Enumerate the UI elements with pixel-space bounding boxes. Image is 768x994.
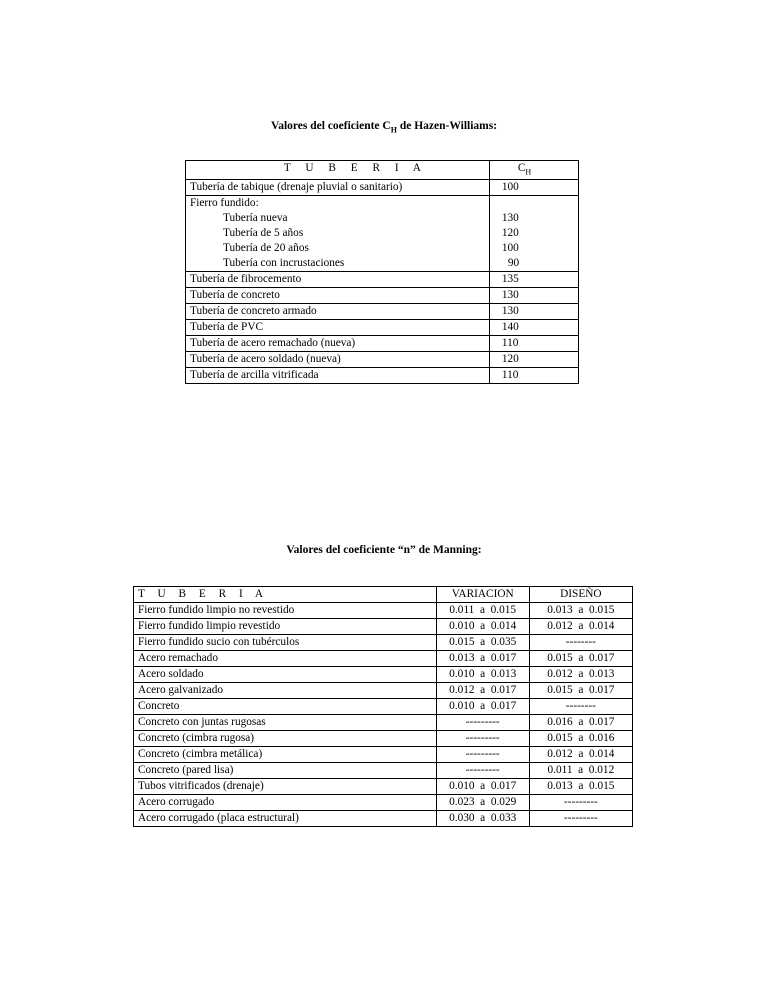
table-row	[134, 667, 633, 683]
table-row	[186, 180, 579, 196]
pipe-name: Acero corrugado	[134, 795, 437, 811]
pipe-name: Tubería de arcilla vitrificada	[186, 368, 490, 384]
diseno-value: --------	[529, 635, 632, 651]
variacion-value: ---------	[436, 731, 529, 747]
diseno-value: --------	[529, 699, 632, 715]
pipe-name: Concreto	[134, 699, 437, 715]
variacion-value: ---------	[436, 763, 529, 779]
variacion-value: ---------	[436, 715, 529, 731]
ch-value: 140	[489, 320, 578, 336]
pipe-name: Concreto (pared lisa)	[134, 763, 437, 779]
ch-value: 130	[501, 212, 519, 225]
pipe-name: Acero corrugado (placa estructural)	[134, 811, 437, 827]
pipe-name: Acero remachado	[134, 651, 437, 667]
diseno-value: 0.012 a 0.014	[529, 619, 632, 635]
pipe-name: Acero galvanizado	[134, 683, 437, 699]
table-row	[134, 715, 633, 731]
pipe-name: Tubería de acero remachado (nueva)	[186, 336, 490, 352]
table-row	[134, 731, 633, 747]
table-row	[134, 779, 633, 795]
diseno-value: 0.015 a 0.017	[529, 651, 632, 667]
table-row	[186, 272, 579, 288]
variacion-value: 0.011 a 0.015	[436, 603, 529, 619]
header-ch-main: C	[517, 162, 526, 174]
table-row	[134, 603, 633, 619]
diseno-value: ---------	[529, 811, 632, 827]
ch-value: 135	[489, 272, 578, 288]
diseno-value: 0.012 a 0.014	[529, 747, 632, 763]
table-row	[134, 619, 633, 635]
table-row	[186, 336, 579, 352]
table-row	[134, 699, 633, 715]
diseno-value: 0.015 a 0.016	[529, 731, 632, 747]
diseno-value: 0.013 a 0.015	[529, 779, 632, 795]
variacion-value: 0.023 a 0.029	[436, 795, 529, 811]
hazen-title-suffix: de Hazen-Williams:	[396, 120, 498, 132]
table-row	[134, 795, 633, 811]
ch-value: 120	[501, 227, 519, 240]
group-label: Fierro fundido:	[190, 197, 259, 210]
pipe-name: Tubería nueva	[223, 212, 288, 225]
pipe-name: Tubería de acero soldado (nueva)	[186, 352, 490, 368]
pipe-name: Fierro fundido sucio con tubérculos	[134, 635, 437, 651]
ch-value: 110	[489, 336, 578, 352]
ch-value: 120	[489, 352, 578, 368]
header-diseno: DISEÑO	[529, 587, 632, 603]
variacion-value: 0.013 a 0.017	[436, 651, 529, 667]
table-row	[186, 368, 579, 384]
hazen-williams-title	[0, 120, 768, 134]
header-tuberia: T U B E R I A	[134, 587, 437, 603]
pipe-name: Tubería de tabique (drenaje pluvial o sanitario)	[186, 180, 490, 196]
table-header-row	[186, 161, 579, 180]
pipe-name: Tubos vitrificados (drenaje)	[134, 779, 437, 795]
table-row	[186, 320, 579, 336]
ch-value: 90	[507, 257, 520, 270]
table-row	[134, 763, 633, 779]
manning-table	[133, 586, 633, 827]
pipe-name: Fierro fundido limpio revestido	[134, 619, 437, 635]
diseno-value: 0.012 a 0.013	[529, 667, 632, 683]
variacion-value: 0.030 a 0.033	[436, 811, 529, 827]
hazen-williams-table	[185, 160, 579, 384]
pipe-name: Concreto (cimbra rugosa)	[134, 731, 437, 747]
pipe-name: Tubería de PVC	[186, 320, 490, 336]
pipe-name: Fierro fundido limpio no revestido	[134, 603, 437, 619]
table-row	[134, 747, 633, 763]
diseno-value: 0.013 a 0.015	[529, 603, 632, 619]
ch-value: 130	[489, 304, 578, 320]
table-row	[186, 352, 579, 368]
pipe-name: Tubería con incrustaciones	[223, 257, 345, 270]
table-header-row	[134, 587, 633, 603]
header-variacion: VARIACION	[436, 587, 529, 603]
table-row	[134, 683, 633, 699]
table-row	[186, 288, 579, 304]
variacion-value: 0.010 a 0.017	[436, 779, 529, 795]
group-row-fierro-fundido	[186, 196, 579, 272]
group-names	[186, 196, 490, 272]
table-row	[134, 811, 633, 827]
manning-title: Valores del coeficiente “n” de Manning:	[286, 544, 482, 556]
pipe-name: Tubería de concreto armado	[186, 304, 490, 320]
ch-value: 110	[489, 368, 578, 384]
ch-value: 100	[489, 180, 578, 196]
variacion-value: 0.015 a 0.035	[436, 635, 529, 651]
pipe-name: Concreto (cimbra metálica)	[134, 747, 437, 763]
table-row	[134, 635, 633, 651]
header-ch-sub: H	[525, 167, 532, 177]
variacion-value: 0.010 a 0.014	[436, 619, 529, 635]
table-row	[134, 651, 633, 667]
variacion-value: 0.012 a 0.017	[436, 683, 529, 699]
pipe-name: Concreto con juntas rugosas	[134, 715, 437, 731]
pipe-name: Tubería de 5 años	[223, 227, 304, 240]
table-row	[186, 304, 579, 320]
pipe-name: Tubería de 20 años	[223, 242, 309, 255]
header-ch	[489, 161, 578, 180]
variacion-value: 0.010 a 0.017	[436, 699, 529, 715]
header-tuberia: T U B E R I A	[186, 161, 490, 180]
diseno-value: 0.016 a 0.017	[529, 715, 632, 731]
ch-value: 130	[489, 288, 578, 304]
pipe-name: Tubería de concreto	[186, 288, 490, 304]
variacion-value: ---------	[436, 747, 529, 763]
pipe-name: Acero soldado	[134, 667, 437, 683]
pipe-name: Tubería de fibrocemento	[186, 272, 490, 288]
variacion-value: 0.010 a 0.013	[436, 667, 529, 683]
hazen-title-subscript: H	[390, 125, 397, 135]
diseno-value: ---------	[529, 795, 632, 811]
group-values	[489, 196, 578, 272]
diseno-value: 0.011 a 0.012	[529, 763, 632, 779]
ch-value: 100	[501, 242, 519, 255]
diseno-value: 0.015 a 0.017	[529, 683, 632, 699]
hazen-title-prefix: Valores del coeficiente C	[270, 120, 391, 132]
